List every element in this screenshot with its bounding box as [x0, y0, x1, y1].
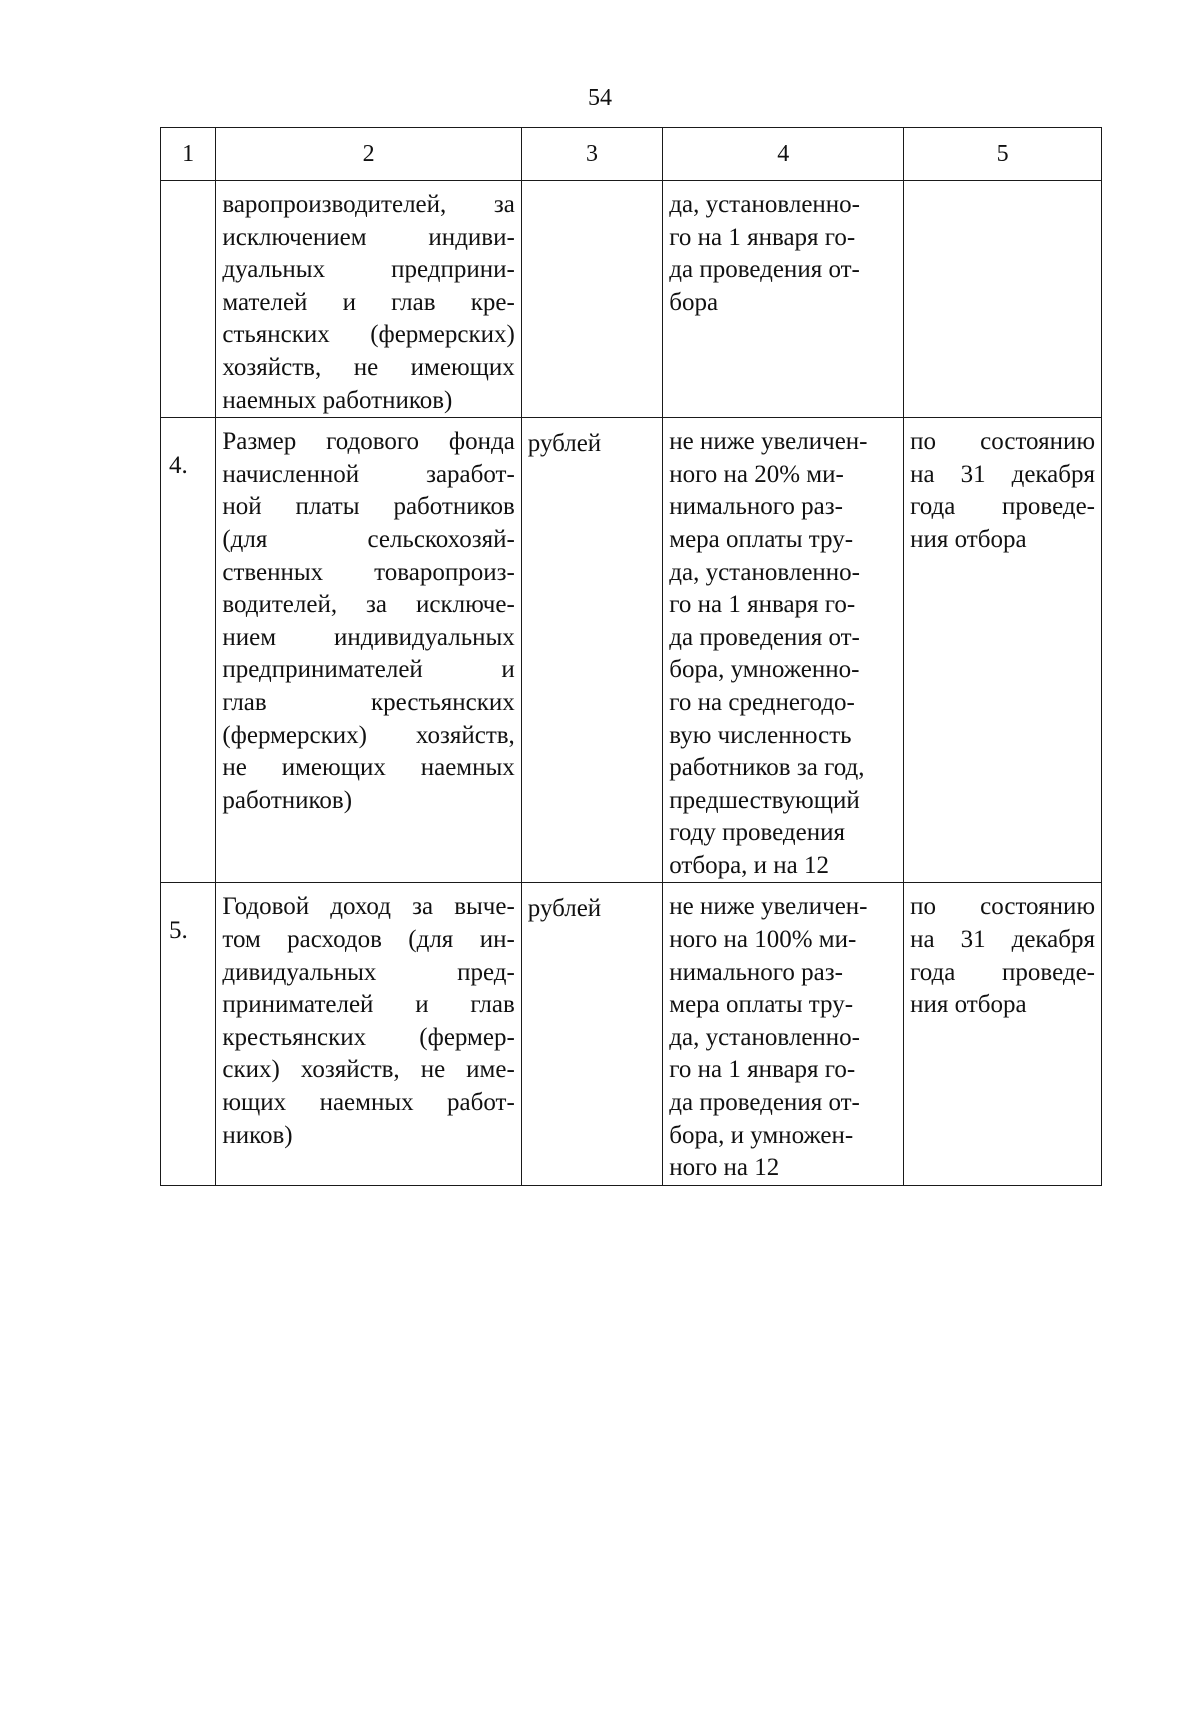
date-line: на 31 декабря — [910, 460, 1095, 488]
indicator-line: ющих наемных работ- — [222, 1089, 515, 1117]
date-cell — [904, 883, 1102, 1185]
header-col-2: 2 — [216, 128, 521, 181]
value-text: не ниже увеличен- ного на 20% ми- нимального раз- мера оплаты тру- да, установленно- го на 1 января го- да проведения от- бора, умноженно- го на среднегодо- вую численность работников за год, предшествующий году проведения отбора, и на 12 — [669, 428, 868, 879]
indicator-cell — [216, 883, 521, 1185]
indicator-cell — [216, 418, 521, 883]
indicator-line: ских) хозяйств, не име- — [222, 1056, 515, 1084]
indicator-line: мателей и глав кре- — [222, 288, 515, 316]
unit-cell — [521, 883, 662, 1185]
indicator-line: ственных товаропроиз- — [222, 558, 515, 586]
indicator-cell — [216, 181, 521, 418]
row-number-cell — [161, 883, 216, 1185]
date-line: года проведе- — [910, 958, 1095, 986]
indicator-line: работников) — [222, 786, 353, 814]
indicator-line: предпринимателей и — [222, 656, 515, 684]
value-text: да, установленно- го на 1 января го- да проведения от- бора — [669, 191, 860, 316]
date-line: ния отбора — [910, 991, 1027, 1019]
row-number: 4. — [169, 452, 188, 480]
table-row — [161, 418, 1102, 883]
value-text: не ниже увеличен- ного на 100% ми- нимального раз- мера оплаты тру- да, установленно- го на 1 января го- да проведения от- бора, и умножен- ного на 12 — [669, 893, 868, 1182]
indicator-line: начисленной заработ- — [222, 460, 515, 488]
indicator-line: нием индивидуальных — [222, 623, 515, 651]
indicator-line: Годовой доход за выче- — [222, 893, 515, 921]
indicator-line: (фермерских) хозяйств, — [222, 721, 515, 749]
value-cell — [663, 418, 904, 883]
date-cell — [904, 418, 1102, 883]
header-col-1: 1 — [161, 128, 216, 181]
value-cell — [663, 181, 904, 418]
indicator-line: ников) — [222, 1121, 293, 1149]
row-number-cell — [161, 181, 216, 418]
row-number — [169, 181, 215, 213]
page-number: 54 — [588, 85, 612, 111]
header-col-5: 5 — [904, 128, 1102, 181]
header-col-3: 3 — [521, 128, 662, 181]
table-row — [161, 181, 1102, 418]
indicator-line: водителей, за исключе- — [222, 591, 515, 619]
indicator-line: исключением индиви- — [222, 223, 515, 251]
unit-cell — [521, 418, 662, 883]
date-line: ния отбора — [910, 525, 1027, 553]
date-line: по состоянию — [910, 428, 1095, 456]
indicator-line: (для сельскохозяй- — [222, 525, 515, 553]
indicator-line: дуальных предприни- — [222, 256, 515, 284]
indicator-line: принимателей и глав — [222, 991, 515, 1019]
indicator-line: дивидуальных пред- — [222, 958, 515, 986]
table-row — [161, 883, 1102, 1185]
document-table — [160, 127, 1102, 1186]
indicator-line: глав крестьянских — [222, 688, 515, 716]
date-line: года проведе- — [910, 493, 1095, 521]
row-number: 5. — [169, 917, 188, 945]
value-cell — [663, 883, 904, 1185]
indicator-line: наемных работников) — [222, 386, 453, 414]
date-line: по состоянию — [910, 893, 1095, 921]
indicator-line: Размер годового фонда — [222, 428, 515, 456]
indicator-line: не имеющих наемных — [222, 754, 515, 782]
header-col-4: 4 — [663, 128, 904, 181]
indicator-line: варопроизводителей, за — [222, 191, 515, 218]
indicator-line: хозяйств, не имеющих — [222, 353, 515, 381]
unit-text: рублей — [527, 895, 602, 923]
table-header-row — [161, 128, 1102, 181]
indicator-line: крестьянских (фермер- — [222, 1023, 515, 1051]
date-line: на 31 декабря — [910, 926, 1095, 954]
indicator-line: том расходов (для ин- — [222, 926, 515, 954]
date-cell — [904, 181, 1102, 418]
indicator-line: стьянских (фермерских) — [222, 321, 515, 349]
unit-text: рублей — [527, 430, 602, 458]
indicator-line: ной платы работников — [222, 493, 515, 521]
unit-cell — [521, 181, 662, 418]
row-number-cell — [161, 418, 216, 883]
